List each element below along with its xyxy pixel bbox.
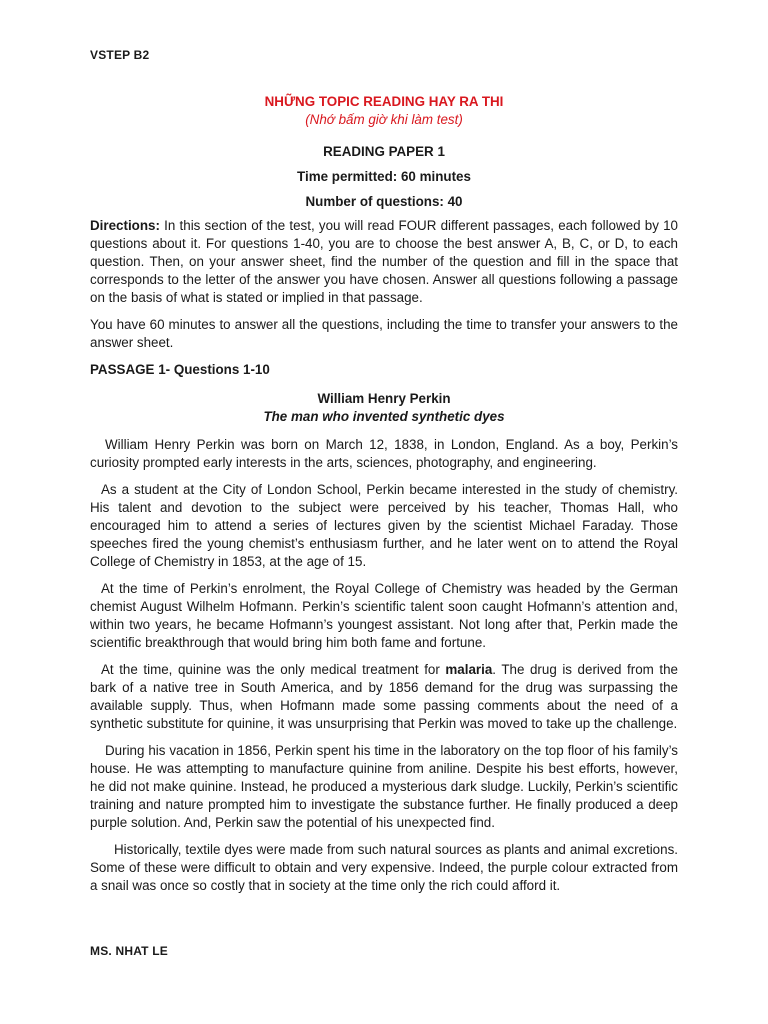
article-title: William Henry Perkin [317,391,451,406]
directions-paragraph [90,217,678,307]
directions-text: In this section of the test, you will read FOUR different passages, each followed by 10 questions about it. For questions 1-40, you are to choose the best answer A, B, C, or D, to each question. Then, on your answer sheet, find the number of the question and fill in the space that corresponds to the letter of the answer you have chosen. Answer all questions following a passage on the basis of what is stated or implied in that passage. [90,218,678,305]
paragraph-4-end: . The drug is derived from the bark of a native tree in South America, and by 1856 demand for the drug was surpassing the available supply. Thus, when Hofmann made some passing comments about the need of a synthetic substitute for quinine, it was unsurprising that Perkin was moved to take up the challenge. [90,662,678,731]
passage-paragraph-4 [90,661,678,733]
passage-paragraph-5: During his vacation in 1856, Perkin spent his time in the laboratory on the top floor of his family’s house. He was attempting to manufacture quinine from aniline. Despite his best efforts, however, he did not make quinine. Instead, he produced a mysterious dark sludge. Luckily, Perkin’s scientific training and nature prompted him to investigate the substance further. He finally produced a deep purple solution. And, Perkin saw the potential of his unexpected find. [90,743,678,830]
passage-paragraph-3: At the time of Perkin’s enrolment, the Royal College of Chemistry was headed by the German chemist August Wilhelm Hofmann. Perkin’s scientific talent soon caught Hofmann’s attention and, within two years, he became Hofmann’s youngest assistant. Not long after that, Perkin made the scientific breakthrough that would bring him both fame and fortune. [90,581,678,650]
document-subtitle: (Nhớ bấm giờ khi làm test) [305,112,463,127]
directions-label: Directions: [90,218,160,233]
keyword-malaria: malaria [445,662,493,677]
passage-heading: PASSAGE 1- Questions 1-10 [90,362,270,377]
paragraph-4-start: At the time, quinine was the only medical treatment for [101,662,446,677]
passage-paragraph-1: William Henry Perkin was born on March 12, 1838, in London, England. As a boy, Perkin’s curiosity prompted early interests in the arts, sciences, photography, and engineering. [90,437,678,470]
time-note-paragraph: You have 60 minutes to answer all the questions, including the time to transfer your answers to the answer sheet. [90,317,678,350]
number-of-questions: Number of questions: 40 [305,194,463,209]
page-header: VSTEP B2 [90,48,150,62]
time-permitted: Time permitted: 60 minutes [297,169,471,184]
page-content [90,93,678,895]
passage-paragraph-2: As a student at the City of London School, Perkin became interested in the study of chemistry. His talent and devotion to the subject were perceived by his teacher, Thomas Hall, who encouraged him to attend a series of lectures given by the scientist Michael Faraday. Those speeches fired the young chemist’s enthusiasm further, and he later went on to attend the Royal College of Chemistry in 1853, at the age of 15. [90,482,678,569]
passage-paragraph-6: Historically, textile dyes were made from such natural sources as plants and animal excretions. Some of these were difficult to obtain and very expensive. Indeed, the purple colour extracted from a snail was once so costly that in society at the time only the rich could afford it. [90,842,678,893]
page-footer: MS. NHAT LE [90,944,168,958]
paper-title: READING PAPER 1 [323,144,445,159]
article-subtitle: The man who invented synthetic dyes [263,409,505,424]
document-title: NHỮNG TOPIC READING HAY RA THI [264,94,504,109]
